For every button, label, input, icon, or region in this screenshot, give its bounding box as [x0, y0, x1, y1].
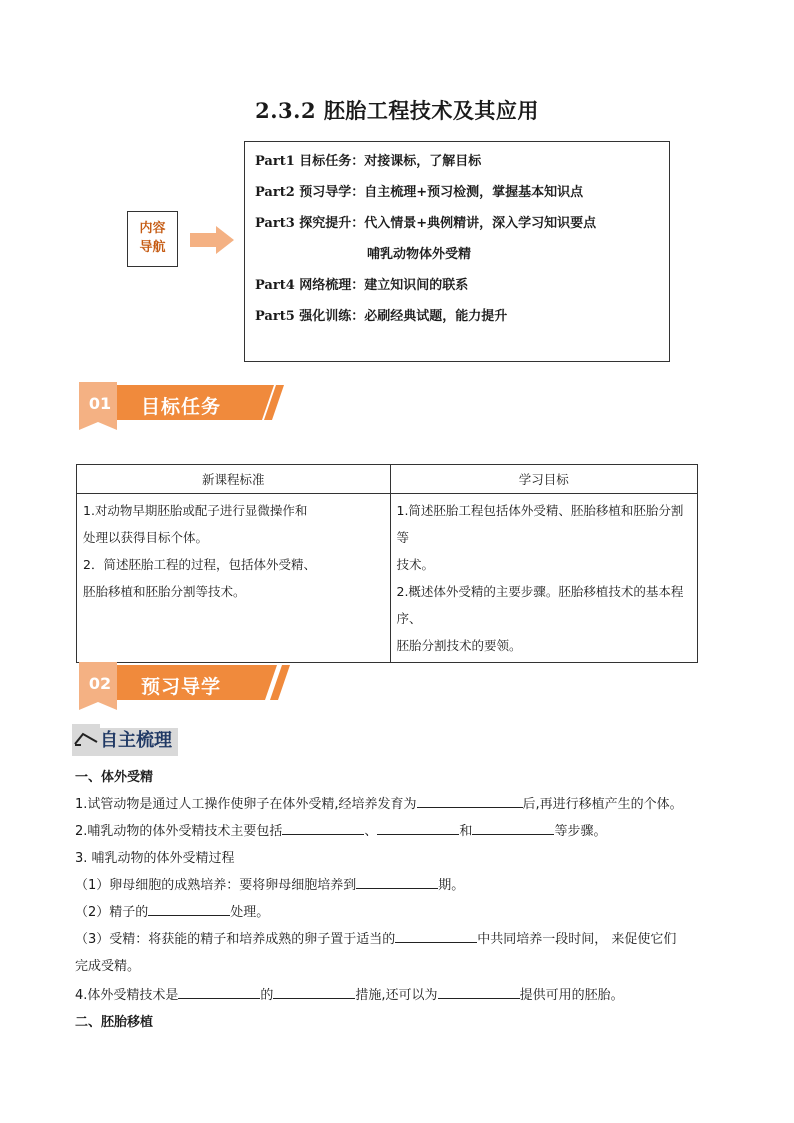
answer-blank[interactable] — [148, 902, 230, 916]
table-cell-standard — [77, 494, 391, 663]
standards-table — [76, 464, 698, 663]
question-2 — [75, 820, 606, 839]
question-3: 3. 哺乳动物的体外受精过程 — [75, 851, 235, 866]
question-text: 后,再进行移植产生的个体。 — [522, 797, 683, 812]
nav-box — [244, 141, 670, 362]
question-text: 的 — [260, 988, 274, 1003]
answer-blank[interactable] — [178, 985, 260, 999]
question-text: 、 — [364, 824, 378, 839]
nav-line-part4: Part4 网络梳理：建立知识间的联系 — [255, 278, 469, 293]
question-3-3-cont: 完成受精。 — [75, 959, 141, 974]
goal-line: 技术。 — [396, 557, 435, 572]
question-text: 中共同培养一段时间， 来促使它们 — [477, 932, 677, 947]
heading-embryo-transfer: 二、胚胎移植 — [75, 1015, 154, 1030]
standard-line: 1.对动物早期胚胎或配子进行显微操作和 — [83, 503, 308, 518]
answer-blank[interactable] — [472, 821, 554, 835]
goal-line: 2.概述体外受精的主要步骤。胚胎移植技术的基本程序、 — [396, 584, 684, 626]
nav-tag-line2: 导航 — [139, 240, 166, 255]
arrow-right-icon — [190, 226, 234, 254]
question-3-2 — [75, 901, 269, 920]
question-text: 处理。 — [230, 905, 270, 920]
section-title: 目标任务 — [141, 396, 222, 418]
question-text: 措施,还可以为 — [355, 988, 438, 1003]
pencil-icon — [72, 724, 100, 756]
question-4 — [75, 984, 624, 1003]
goal-line: 胚胎分割技术的要领。 — [396, 638, 522, 653]
goal-line: 1.简述胚胎工程包括体外受精、胚胎移植和胚胎分割等 — [396, 503, 684, 545]
heading-ivf: 一、体外受精 — [75, 770, 154, 785]
table-header-standard: 新课程标准 — [77, 465, 391, 494]
answer-blank[interactable] — [438, 985, 520, 999]
question-text: 等步骤。 — [554, 824, 607, 839]
question-text: 和 — [459, 824, 473, 839]
answer-blank[interactable] — [273, 985, 355, 999]
question-3-3 — [75, 928, 676, 947]
standard-line: 处理以获得目标个体。 — [83, 530, 209, 545]
page-title: 2.3.2 胚胎工程技术及其应用 — [255, 98, 539, 123]
section-number: 01 — [88, 394, 112, 413]
answer-blank[interactable] — [377, 821, 459, 835]
answer-blank[interactable] — [395, 929, 477, 943]
answer-blank[interactable] — [356, 875, 438, 889]
question-text: 1.试管动物是通过人工操作使卵子在体外受精,经培养发育为 — [75, 797, 417, 812]
question-text: 4.体外受精技术是 — [75, 988, 179, 1003]
nav-line-part3-topic: 哺乳动物体外受精 — [367, 247, 472, 262]
table-header-goal: 学习目标 — [390, 465, 698, 494]
question-text: 期。 — [438, 878, 465, 893]
section-title: 预习导学 — [141, 676, 222, 698]
nav-line-part3: Part3 探究提升：代入情景+典例精讲，深入学习知识要点 — [255, 216, 597, 231]
table-row — [77, 494, 698, 663]
question-text: 提供可用的胚胎。 — [519, 988, 624, 1003]
question-1 — [75, 793, 683, 812]
question-3-1 — [75, 874, 464, 893]
question-text: （1）卵母细胞的成熟培养：要将卵母细胞培养到 — [75, 878, 357, 893]
nav-tag — [127, 211, 178, 267]
question-text: （2）精子的 — [75, 905, 149, 920]
nav-line-part2: Part2 预习导学：自主梳理+预习检测，掌握基本知识点 — [255, 185, 584, 200]
standard-line: 2．简述胚胎工程的过程，包括体外受精、 — [83, 557, 316, 572]
nav-line-part1: Part1 目标任务：对接课标，了解目标 — [255, 154, 482, 169]
self-review-title: 自主梳理 — [100, 728, 178, 756]
nav-line-part5: Part5 强化训练：必刷经典试题，能力提升 — [255, 309, 508, 324]
question-text: （3）受精：将获能的精子和培养成熟的卵子置于适当的 — [75, 932, 396, 947]
standard-line: 胚胎移植和胚胎分割等技术。 — [83, 584, 246, 599]
question-text: 2.哺乳动物的体外受精技术主要包括 — [75, 824, 283, 839]
nav-tag-line1: 内容 — [139, 221, 166, 236]
section-number: 02 — [88, 674, 112, 693]
answer-blank[interactable] — [282, 821, 364, 835]
answer-blank[interactable] — [417, 794, 523, 808]
table-cell-goal — [390, 494, 698, 663]
